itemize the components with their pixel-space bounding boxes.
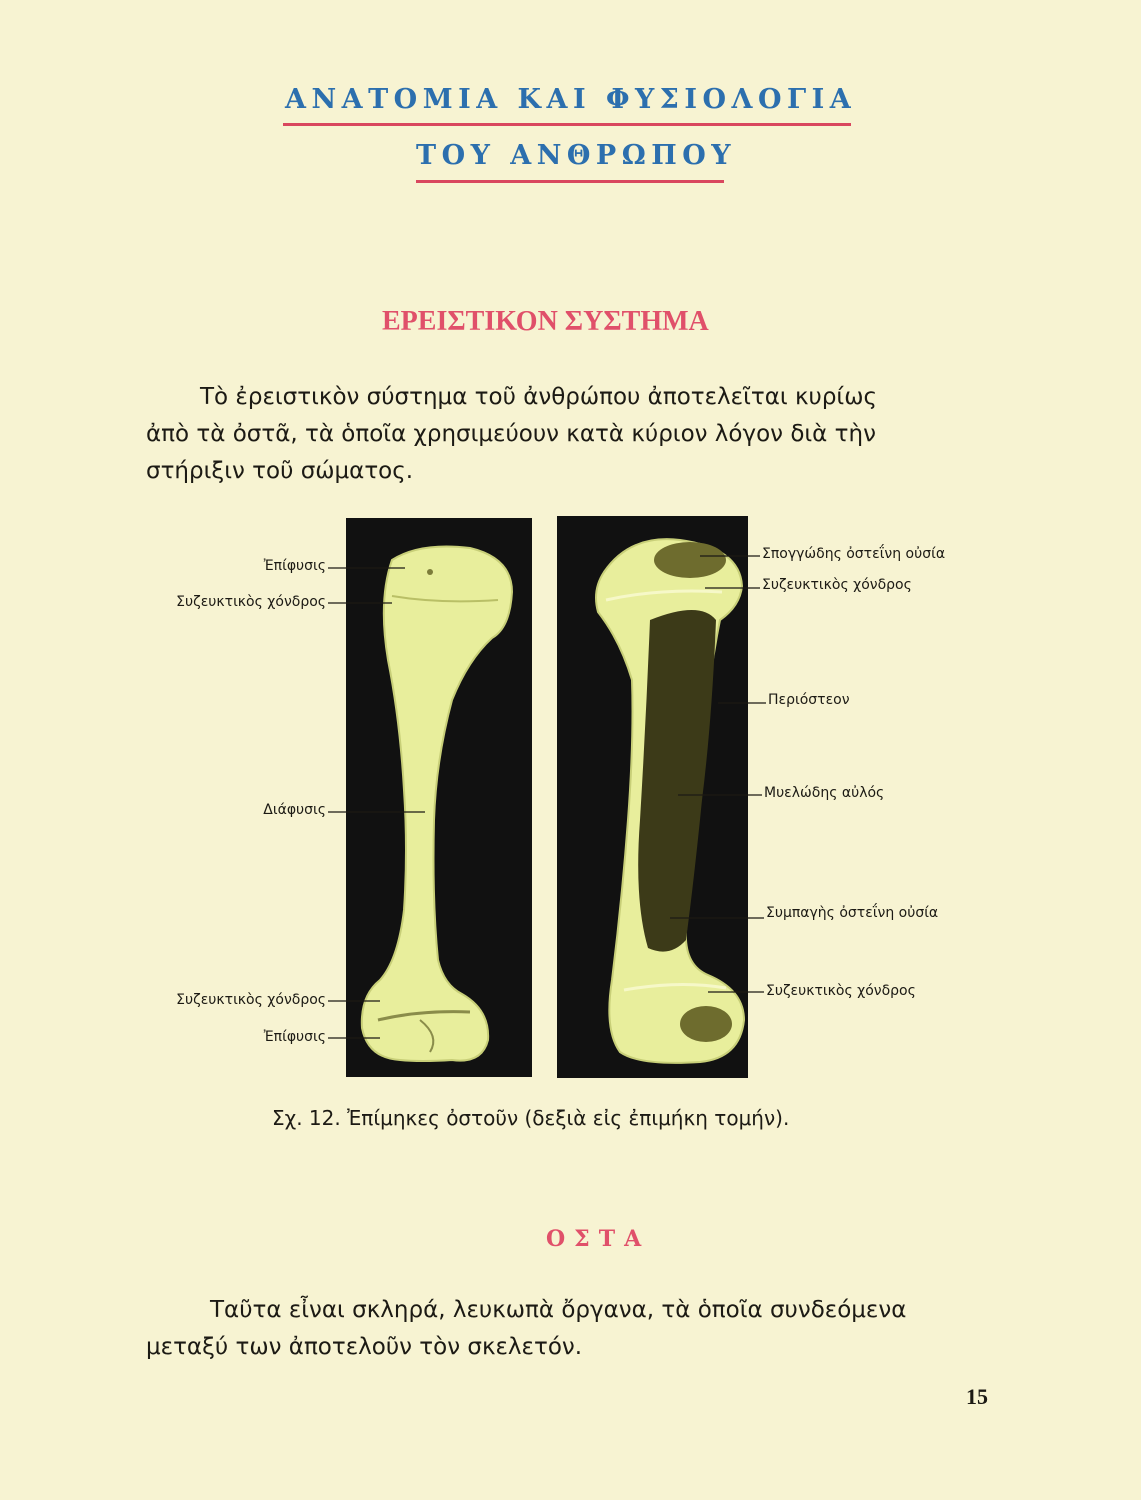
intro-paragraph-line-1: Τὸ ἐρειστικὸν σύστημα τοῦ ἀνθρώπου ἀποτελεῖται κυρίως bbox=[200, 384, 877, 410]
osta-heading: ΟΣΤΑ bbox=[546, 1226, 651, 1252]
label-epiphysis-bottom: Ἐπίφυσις bbox=[263, 1029, 326, 1045]
osta-paragraph-line-1: Ταῦτα εἶναι σκληρά, λευκωπὰ ὄργανα, τὰ ὁποῖα συνδεόμενα bbox=[210, 1297, 907, 1323]
label-growth-plate-top: Συζευκτικὸς χόνδρος bbox=[176, 594, 326, 610]
label-growth-plate-upper-right: Συζευκτικὸς χόνδρος bbox=[762, 577, 912, 593]
book-title-line-2: ΤΟΥ ΑΝΘΡΩΠΟΥ bbox=[416, 140, 737, 171]
label-growth-plate-lower-right: Συζευκτικὸς χόνδρος bbox=[766, 983, 916, 999]
label-growth-plate-bottom: Συζευκτικὸς χόνδρος bbox=[176, 992, 326, 1008]
figure-caption: Σχ. 12. Ἐπίμηκες ὀστοῦν (δεξιὰ εἰς ἐπιμήκη τομήν). bbox=[272, 1106, 790, 1130]
label-medullary-cavity: Μυελώδης αὐλός bbox=[764, 785, 885, 801]
label-spongy-bone: Σπογγώδης ὀστεΐνη οὐσία bbox=[762, 546, 946, 562]
section-title: ΕΡΕΙΣΤΙΚΟΝ ΣΥΣΤΗΜΑ bbox=[382, 306, 709, 337]
label-compact-bone: Συμπαγὴς ὀστεΐνη οὐσία bbox=[766, 905, 939, 921]
page-number: 15 bbox=[966, 1384, 988, 1409]
osta-paragraph-line-2: μεταξύ των ἀποτελοῦν τὸν σκελετόν. bbox=[146, 1334, 583, 1360]
intro-paragraph-line-3: στήριξιν τοῦ σώματος. bbox=[146, 458, 414, 484]
book-title-line-1: ΑΝΑΤΟΜΙΑ ΚΑΙ ΦΥΣΙΟΛΟΓΙΑ bbox=[285, 84, 857, 115]
label-diaphysis: Διάφυσις bbox=[263, 802, 326, 818]
label-epiphysis-top: Ἐπίφυσις bbox=[263, 558, 326, 574]
label-periosteum: Περιόστεον bbox=[768, 692, 850, 708]
intro-paragraph-line-2: ἀπὸ τὰ ὀστᾶ, τὰ ὁποῖα χρησιμεύουν κατὰ κύριον λόγον διὰ τὴν bbox=[146, 421, 876, 447]
